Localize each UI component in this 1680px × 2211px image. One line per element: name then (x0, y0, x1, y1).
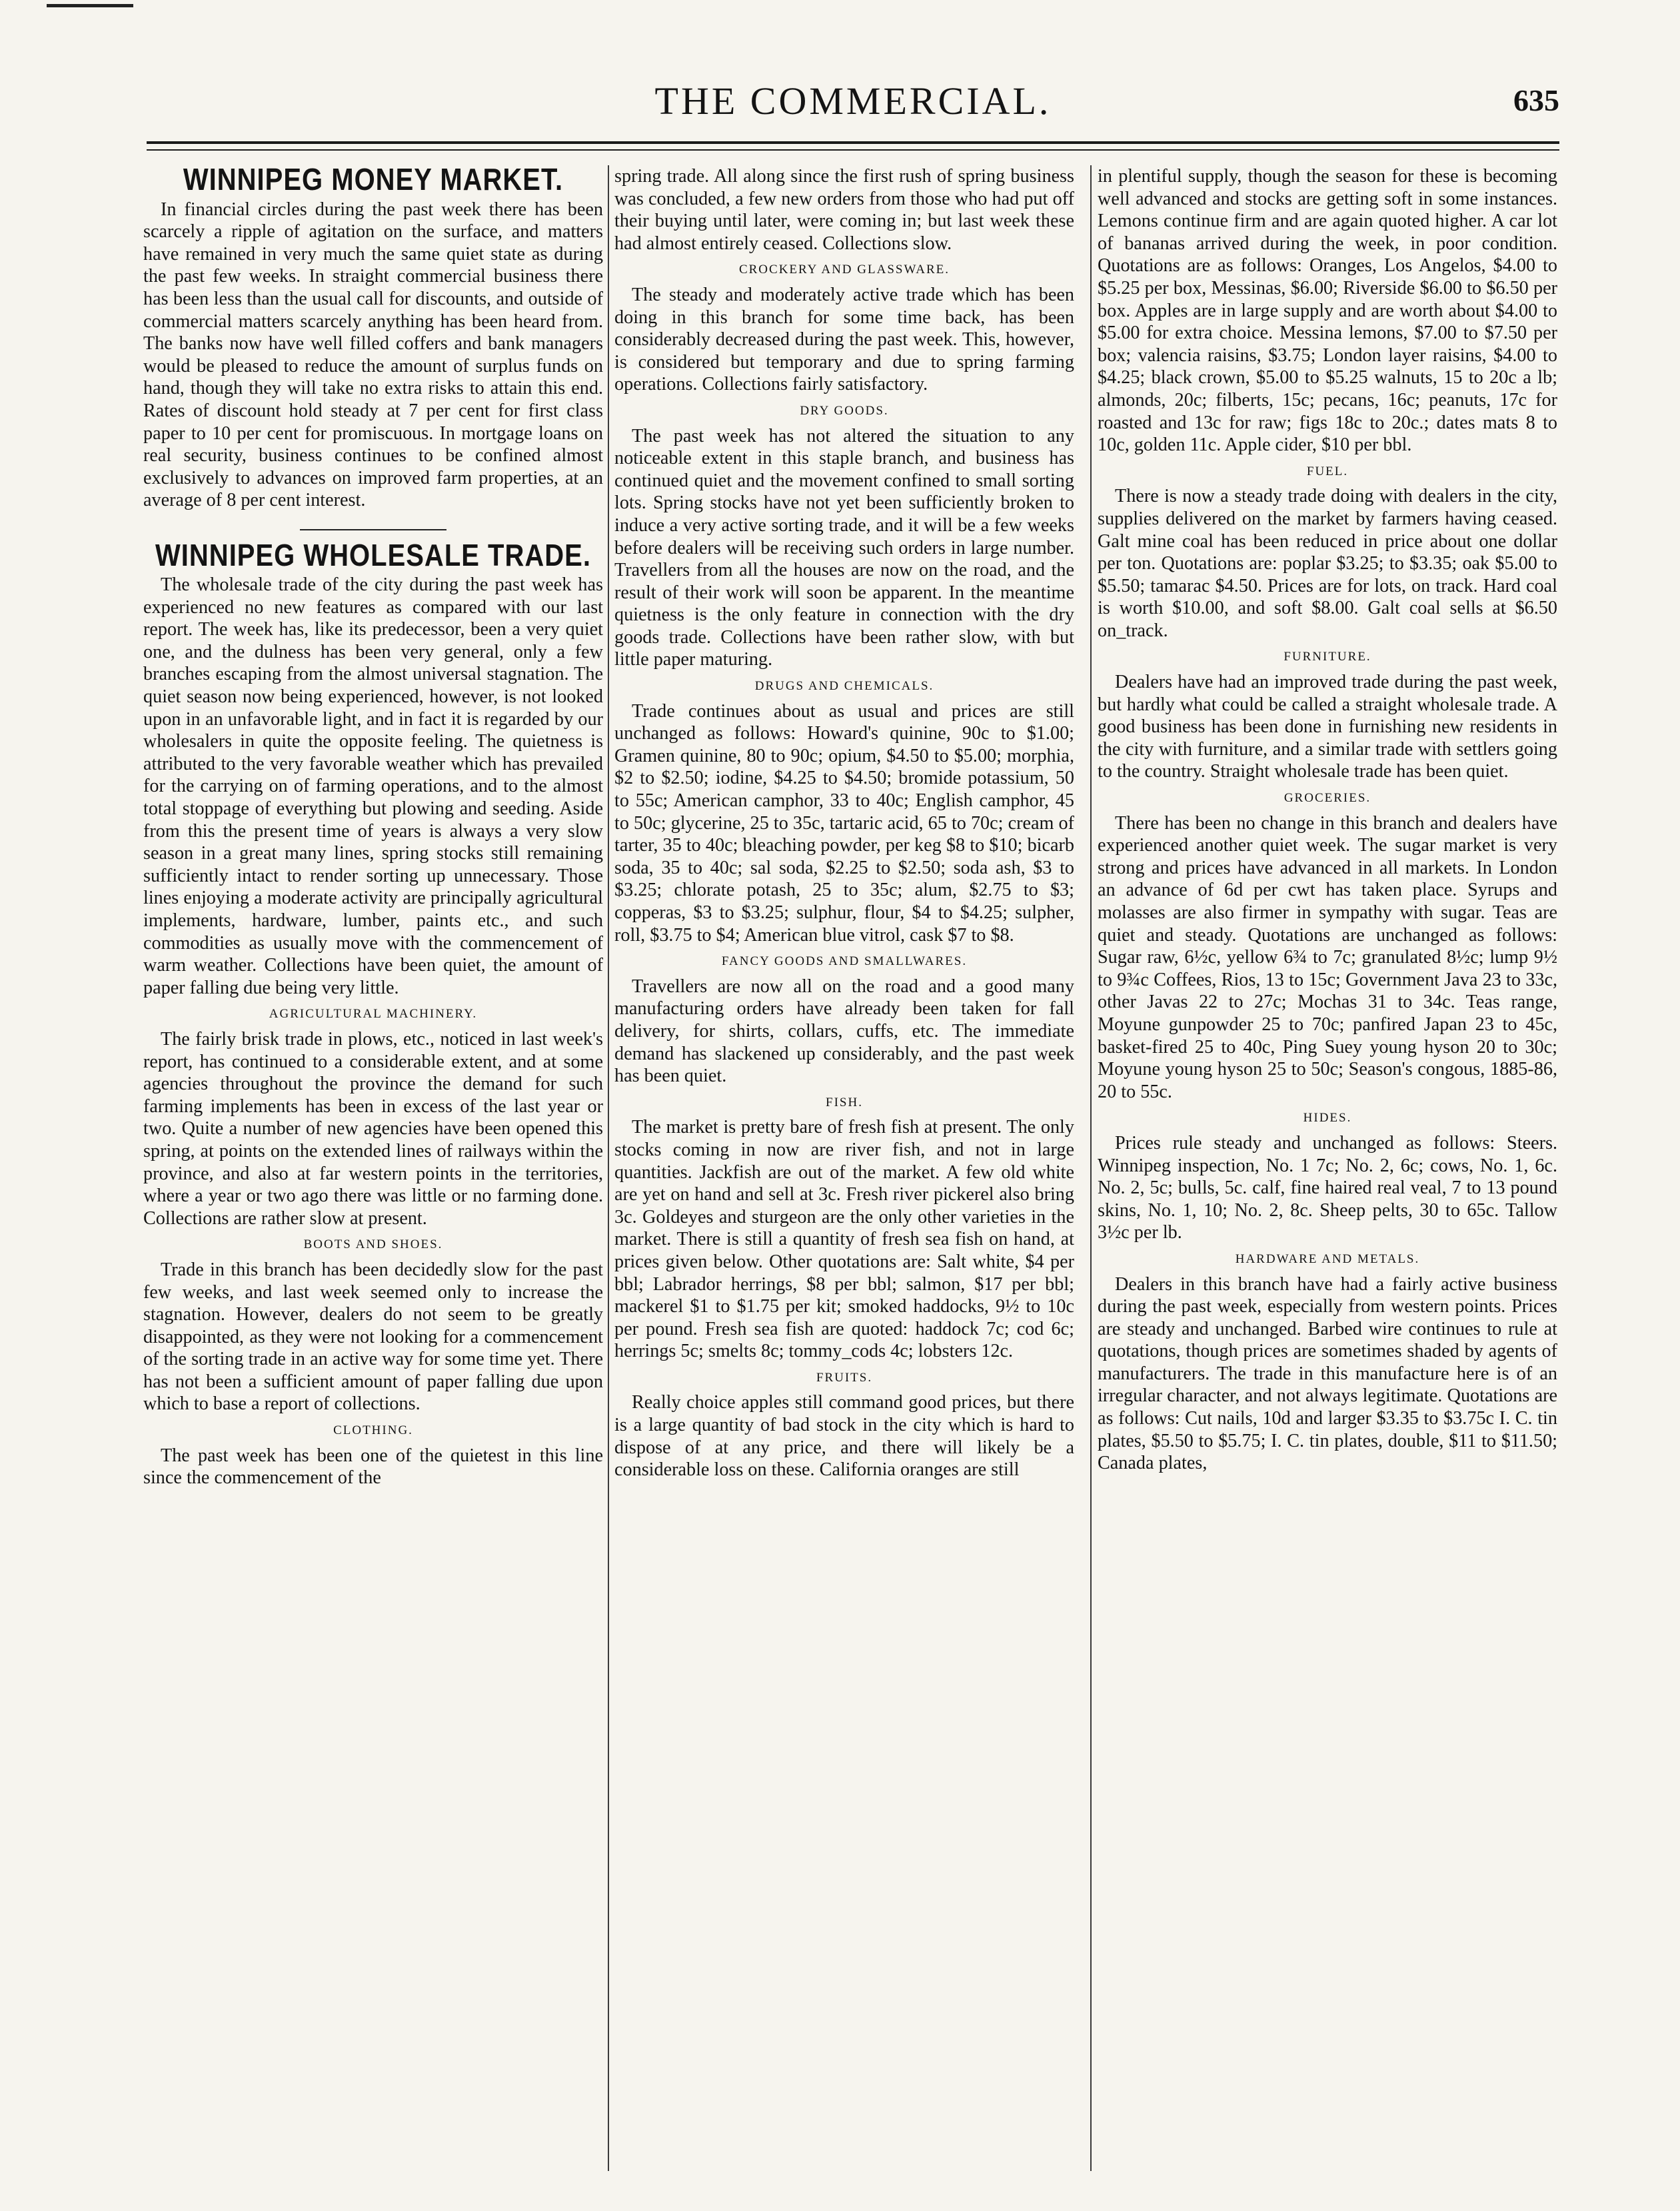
hardware-heading: HARDWARE AND METALS. (1235, 1251, 1420, 1266)
column-3 (1098, 165, 1557, 2171)
printer-mark (47, 4, 133, 7)
section-divider (143, 517, 603, 540)
crockery-heading: CROCKERY AND GLASSWARE. (738, 263, 950, 277)
dry-goods-text: The past week has not altered the situation to any noticeable extent in this staple branch, and business has continued quiet and the movement confined to small sorting lots. Spring stocks have not yet been sufficiently broken to induce a very active sorting trade, and it will be a few weeks before dealers will be receiving such orders in large number. Travellers from all the houses are now on the road, and the result of their work will soon be apparent. In the meantime quietness is the only feature in connection with the dry goods trade. Collections have been rather slow, with but little paper maturing. (614, 425, 1074, 670)
money-market-text: In financial circles during the past week there has been scarcely a ripple of agitation on the surface, and matters have remained in very much the same quiet state as during the past few weeks. In straight commercial business there has been less than the usual call for discounts, and outside of commercial matters scarcely anything has been heard from. The banks now have well filled coffers and bank managers would be pleased to reduce the amount of surplus funds on hand, though they will take no extra risks to attain this end. Rates of discount hold steady at 7 per cent for first class paper to 10 per cent for promiscuous. In mortgage loans on real security, business continues to be confined almost exclusively to advances on improved farm properties, at an average of 8 per cent interest. (143, 199, 603, 511)
fruits-text: Really choice apples still command good prices, but there is a large quantity of bad stock in the city which is hard to dispose of at any price, and there will likely be a considerable loss on these. California oranges are still (614, 1392, 1074, 1481)
wholesale-trade-headline: WINNIPEG WHOLESALE TRADE. (155, 538, 591, 572)
header-rule-thick (147, 141, 1559, 144)
dry-goods-heading: DRY GOODS. (800, 403, 889, 418)
fancy-goods-heading: FANCY GOODS AND SMALLWARES. (721, 954, 968, 969)
clothing-text: The past week has been one of the quietest in this line since the commencement of the (143, 1445, 603, 1489)
boots-heading: BOOTS AND SHOES. (303, 1237, 443, 1252)
drugs-text: Trade continues about as usual and prices are still unchanged as follows: Howard's quinine, 90c to $1.00; Gramen quinine, 80 to 90c; opium, $4.50 to $5.00; morphia, $2 to $2.50; iodine, $4.25 to $4.50; bromide potassium, 50 to 55c; American camphor, 33 to 40c; English camphor, 45 to 50c; glycerine, 25 to 35c, tartaric acid, 65 to 70c; cream of tarter, 35 to 40c; bleaching powder, per keg $8 to $10; bicarb soda, 35 to 40c; sal soda, $2.25 to $2.50; soda ash, $3 to $3.25; chlorate potash, 25 to 35c; alum, $2.75 to $3; copperas, $3 to $3.25; sulphur, flour, $4 to $4.25; sulpher, roll, $3.75 to $4; American blue vitrol, cask $7 to $8. (614, 700, 1074, 946)
groceries-text: There has been no change in this branch and dealers have experienced another quiet week. The sugar market is very strong and prices have advanced in all markets. In London an advance of 6d per cwt has taken place. Syrups and molasses are also firmer in sympathy with sugar. Teas are quiet and steady. Quotations are unchanged as follows: Sugar raw, 6½c, yellow 6¾ to 7c; granulated 8½c; lump 9½ to 9¾c Coffees, Rios, 13 to 15c; Government Java 23 to 33c, other Javas 22 to 27c; Mochas 31 to 34c. Teas range, Moyune gunpowder 25 to 70c; panfired Japan 23 to 45c, basket-fired 25 to 40c, Ping Suey young hyson 20 to 30c; Moyune young hyson 25 to 50c; Season's congous, 1885-86, 20 to 55c. (1098, 812, 1557, 1102)
column-2 (614, 165, 1074, 2171)
header-rule-thin (147, 149, 1559, 151)
hides-heading: HIDES. (1303, 1111, 1352, 1125)
clothing-heading: CLOTHING. (333, 1423, 413, 1438)
agricultural-heading: AGRICULTURAL MACHINERY. (269, 1007, 478, 1022)
hardware-text: Dealers in this branch have had a fairly active business during the past week, especially from western points. Prices are steady and unchanged. Barbed wire continues to rule at quotations, though prices are sometimes shaded by agents of manufacturers. The trade in this manufacture here is of an irregular character, and not always legitimate. Quotations are as follows: Cut nails, 10d and larger $3.35 to $3.75c I. C. tin plates, $5.50 to $5.75; I. C. tin plates, double, $11 to $11.50; Canada plates, (1098, 1273, 1557, 1474)
clothing-continued-text: spring trade. All along since the first rush of spring business was concluded, a few new orders from those who had put off their buying until later, were coming in; but last week these had almost entirely ceased. Collections slow. (614, 166, 1074, 254)
fuel-text: There is now a steady trade doing with dealers in the city, supplies delivered on the market by farmers having ceased. Galt mine coal has been reduced in price about one dollar per ton. Quotations are: poplar $3.25; to $3.35; oak $5.00 to $5.50; tamarac $4.50. Prices are for lots, on track. Hard coal is worth $10.00, and soft $8.00. Galt coal sells at $6.50 on_track. (1098, 486, 1557, 641)
crockery-text: The steady and moderately active trade which has been doing in this branch for some time back, has been considerably decreased during the past week. This, however, is considered but temporary and due to spring farming operations. Collections fairly satisfactory. (614, 284, 1074, 395)
furniture-heading: FURNITURE. (1283, 650, 1371, 664)
fancy-goods-text: Travellers are now all on the road and a good many manufacturing orders have already been taken for fall delivery, for shirts, collars, cuffs, etc. The immediate demand has slackened up considerably, and the past week has been quiet. (614, 976, 1074, 1087)
column-rule (608, 165, 609, 2171)
masthead: THE COMMERCIAL. (654, 79, 1052, 123)
drugs-heading: DRUGS AND CHEMICALS. (754, 679, 934, 694)
agricultural-text: The fairly brisk trade in plows, etc., noticed in last week's report, has continued to a considerable extent, and at some agencies throughout the province the demand for such farming implements has been in excess of the last year or two. Quite a number of new agencies have been opened this spring, at points on the extended lines of railways within the province, and also at far western points in the territories, where a year or two ago there was little or no farming done. Collections are rather slow at present. (143, 1028, 603, 1229)
money-market-headline: WINNIPEG MONEY MARKET. (183, 165, 564, 197)
fruits-heading: FRUITS. (816, 1370, 873, 1385)
wholesale-trade-text: The wholesale trade of the city during the past week has experienced no new features as compared with our last report. The week has, like its predecessor, been a very quiet one, and the dulness has been very general, only a few branches escaping from the almost universal stagnation. The quiet season now being experienced, however, is not looked upon in an unfavorable light, and in fact it is regarded by our wholesalers in quite the opposite feeling. The quietness is attributed to the very favorable weather which has prevailed for the carrying on of farming operations, and to the almost total stoppage of everything but plowing and seeding. Aside from this the present time of years is always a very slow season in a great many lines, spring stocks still remaining sufficiently intact to render sorting up unnecessary. Those lines enjoying a moderate activity are principally agricultural implements, hardware, lumber, paints etc., and such commodities as usually move with the commencement of warm weather. Collections have been quiet, the amount of paper falling due being very little. (143, 574, 603, 998)
page-header (147, 79, 1559, 132)
fish-heading: FISH. (826, 1095, 863, 1109)
column-rule (1090, 165, 1092, 2171)
hides-text: Prices rule steady and unchanged as follows: Steers. Winnipeg inspection, No. 1 7c; No. 2, 6c; cows, No. 1, 6c. No. 2, 5c; bulls, 5c. calf, fine haired real veal, 7 to 13 pound skins, No. 1, 10; No. 2, 8c. Sheep pelts, 30 to 65c. Tallow 3½c per lb. (1098, 1132, 1557, 1243)
boots-text: Trade in this branch has been decidedly slow for the past few weeks, and last week seemed only to increase the stagnation. However, dealers do not seem to be greatly disappointed, as they were not looking for a commencement of the sorting trade in an active way for some time yet. There has not been a sufficient amount of paper falling due upon which to base a report of collections. (143, 1259, 603, 1415)
furniture-text: Dealers have had an improved trade during the past week, but hardly what could be called a straight wholesale trade. A good business has been done in furnishing new residents in the city with furniture, and a similar trade with settlers going to the country. Straight wholesale trade has been quiet. (1098, 672, 1557, 782)
groceries-heading: GROCERIES. (1283, 791, 1371, 806)
fuel-heading: FUEL. (1306, 464, 1349, 478)
page-number: 635 (1513, 83, 1559, 117)
fruits-continued-text: in plentiful supply, though the season for these is becoming well advanced and stocks are getting soft in some instances. Lemons continue firm and are again quoted higher. A car lot of bananas arrived during the week, in poor condition. Quotations are as follows: Oranges, Los Angelos, $4.00 to $5.25 per box, Messinas, $6.00; Riverside $6.00 to $6.50 per box. Apples are in large supply and are worth about $4.00 to $5.00 for extra choice. Messina lemons, $7.00 to $7.50 per box; valencia raisins, $3.75; London layer raisins, $4.00 to $4.25; black crown, $5.00 to $5.25 walnuts, 15 to 20c a lb; almonds, 20c; filberts, 15c; pecans, 16c; peanuts, 17c for roasted and 13c for raw; figs 18c to 20c.; dates mats 8 to 10c, golden 11c. Apple cider, $10 per bbl. (1098, 166, 1557, 456)
column-1 (143, 165, 603, 2171)
fish-text: The market is pretty bare of fresh fish at present. The only stocks coming in now are river fish, and not in large quantities. Jackfish are out of the market. A few old white are yet on hand and sell at 3c. Fresh river pickerel also bring 3c. Goldeyes and sturgeon are the only other varieties in the market. There is still a quantity of fresh sea fish on hand, at prices given below. Other quotations are: Salt white, $4 per bbl; Labrador herrings, $8 per bbl; salmon, $17 per bbl; mackerel $1 to $1.75 per kit; smoked haddocks, 9½ to 10c per pound. Fresh sea fish are quoted: haddock 7c; cod 6c; herrings 5c; smelts 8c; tommy_cods 4c; lobsters 12c. (614, 1117, 1074, 1362)
